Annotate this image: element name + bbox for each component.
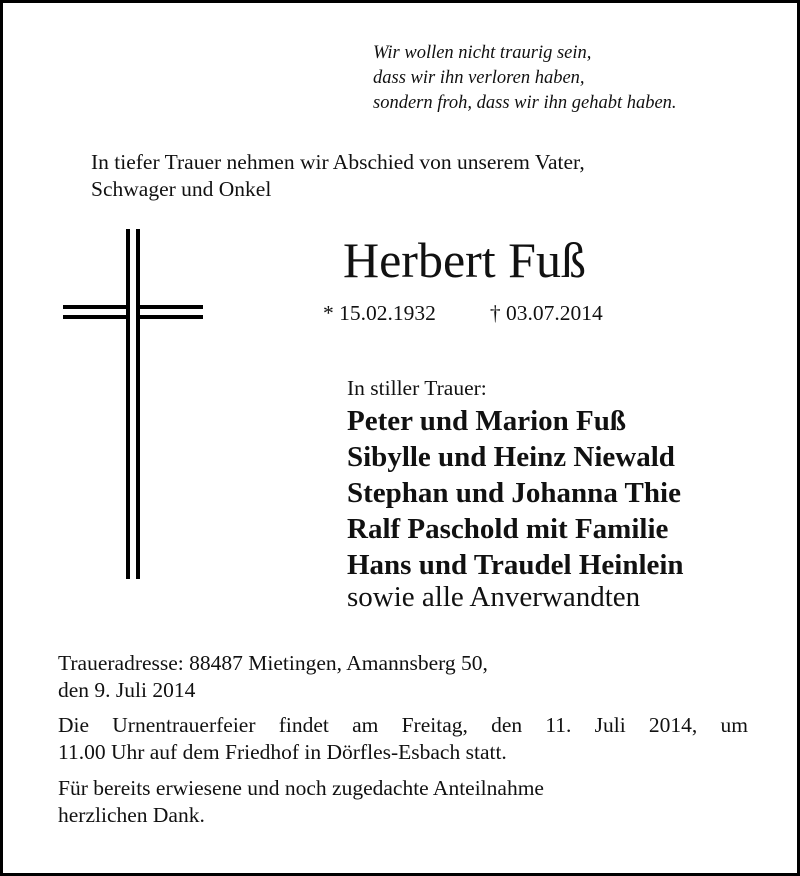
intro-text: [91, 149, 585, 203]
ceremony-line: 11.00 Uhr auf dem Friedhof in Dörfles-Esbach statt.: [58, 740, 507, 764]
address-line: den 9. Juli 2014: [58, 678, 196, 702]
relatives-line: sowie alle Anverwandten: [347, 581, 641, 613]
mourning-address: [58, 650, 488, 704]
thanks-text: [58, 775, 544, 829]
life-dates: [323, 299, 603, 327]
intro-line: Schwager und Onkel: [91, 177, 272, 201]
ceremony-line: Die Urnentrauerfeier findet am Freitag, den 11. Juli 2014, um: [58, 713, 748, 737]
birth-date: * 15.02.1932: [323, 301, 436, 325]
death-date: † 03.07.2014: [489, 301, 603, 325]
mourner-name: Ralf Paschold mit Familie: [347, 513, 669, 545]
mourners-label: In stiller Trauer:: [347, 376, 487, 400]
thanks-line: herzlichen Dank.: [58, 803, 205, 827]
address-line: Traueradresse: 88487 Mietingen, Amannsberg 50,: [58, 651, 488, 675]
deceased-name: Herbert Fuß: [343, 232, 586, 288]
poem-quote: [373, 41, 677, 116]
mourners-list: [347, 403, 684, 583]
intro-line: In tiefer Trauer nehmen wir Abschied von unserem Vater,: [91, 150, 585, 174]
thanks-line: Für bereits erwiesene und noch zugedachte Anteilnahme: [58, 776, 544, 800]
mourner-name: Sibylle und Heinz Niewald: [347, 441, 675, 473]
poem-line: dass wir ihn verloren haben,: [373, 68, 585, 88]
cross-icon: [63, 229, 203, 579]
mourner-name: Stephan und Johanna Thie: [347, 477, 681, 509]
ceremony-info: [58, 712, 748, 766]
mourner-name: Peter und Marion Fuß: [347, 405, 626, 437]
poem-line: sondern froh, dass wir ihn gehabt haben.: [373, 93, 677, 113]
mourner-name: Hans und Traudel Heinlein: [347, 549, 684, 581]
poem-line: Wir wollen nicht traurig sein,: [373, 43, 592, 63]
